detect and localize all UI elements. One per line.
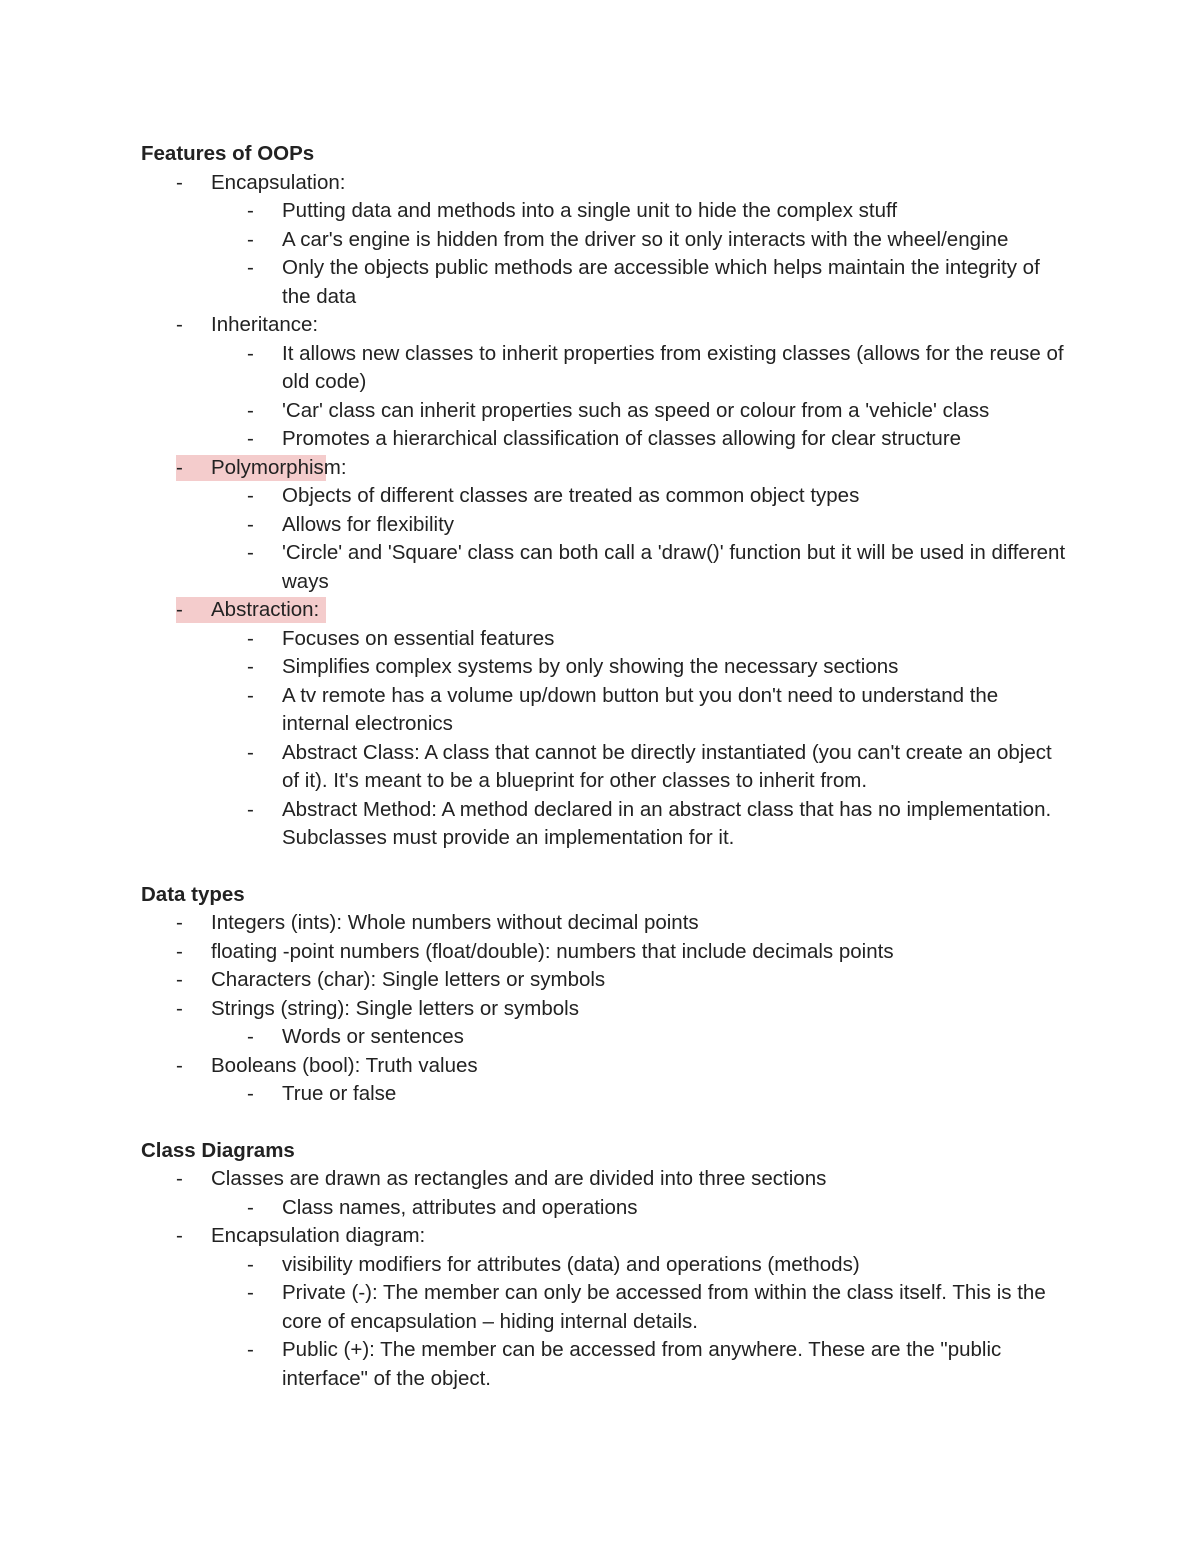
sub-list-item-text: Only the objects public methods are accessible which helps maintain the integrity of the data — [282, 256, 1040, 308]
sub-list-item — [247, 1336, 1071, 1393]
section-features-of-oops — [141, 140, 1071, 853]
sub-list-item-text: 'Circle' and 'Square' class can both call a 'draw()' function but it will be used in different ways — [282, 541, 1066, 593]
sub-list-item — [247, 1194, 1071, 1223]
bullet-dash: - — [176, 1167, 183, 1190]
bullet-dash: - — [247, 655, 254, 678]
bullet-dash: - — [247, 398, 254, 422]
list-item-text: Classes are drawn as rectangles and are divided into three sections — [211, 1167, 827, 1190]
list-item — [176, 1052, 1071, 1081]
sub-list-item-text: True or false — [282, 1082, 397, 1105]
bullet-dash: - — [247, 740, 254, 764]
sub-list-item — [247, 739, 1071, 796]
bullet-dash: - — [176, 170, 183, 194]
bullet-dash: - — [247, 1252, 254, 1276]
list-item — [176, 169, 1071, 198]
bullet-dash: - — [176, 455, 183, 479]
list-item — [176, 1165, 1071, 1194]
list-item-highlighted — [176, 596, 1071, 625]
section-heading: Features of OOPs — [141, 142, 315, 165]
sub-list-item — [247, 796, 1071, 853]
sub-list-item — [247, 397, 1071, 426]
bullet-dash: - — [247, 341, 254, 365]
sub-list-item-text: A tv remote has a volume up/down button but you don't need to understand the internal electronics — [282, 683, 999, 735]
sub-list-item-text: Simplifies complex systems by only showing the necessary sections — [282, 655, 899, 678]
sub-list-item — [247, 226, 1071, 255]
bullet-dash: - — [176, 939, 183, 963]
list-item-text: Polymorphism: — [211, 455, 347, 479]
sub-list-item-text: It allows new classes to inherit properties from existing classes (allows for the reuse of old code) — [282, 341, 1064, 393]
bullet-dash: - — [176, 1053, 183, 1077]
sub-list-item — [247, 625, 1071, 654]
sub-list-item — [247, 682, 1071, 739]
sub-list-item-text: Words or sentences — [282, 1025, 464, 1048]
sub-list-item — [247, 511, 1071, 540]
sub-list-item — [247, 197, 1071, 226]
section-data-types — [141, 881, 1071, 1109]
list-item-text: Strings (string): Single letters or symbols — [211, 996, 579, 1020]
list-item — [176, 995, 1071, 1024]
bullet-dash: - — [247, 227, 254, 251]
sub-list-item — [247, 539, 1071, 596]
bullet-dash: - — [176, 968, 183, 991]
list-item-text: Encapsulation: — [211, 170, 346, 194]
list-item-text: Booleans (bool): Truth values — [211, 1053, 478, 1077]
list-item-highlighted — [176, 454, 1071, 483]
section-heading: Class Diagrams — [141, 1138, 295, 1162]
sub-list-item-text: Allows for flexibility — [282, 512, 455, 536]
bullet-dash: - — [247, 541, 254, 564]
bullet-dash: - — [247, 1195, 254, 1219]
bullet-dash: - — [247, 199, 254, 222]
section-heading: Data types — [141, 882, 245, 906]
document-content — [141, 140, 1071, 1421]
sub-list-item — [247, 425, 1071, 454]
sub-list-item-text: Abstract Method: A method declared in an abstract class that has no implementation. Subclasses must provide an implementation for it. — [282, 797, 1052, 849]
sub-list-item-text: Focuses on essential features — [282, 626, 555, 650]
sub-list-item — [247, 1080, 1071, 1109]
sub-list-item — [247, 340, 1071, 397]
sub-list-item-text: Public (+): The member can be accessed from anywhere. These are the "public interface" of the object. — [282, 1338, 1002, 1390]
bullet-dash: - — [247, 1025, 254, 1048]
sub-list-item-text: Objects of different classes are treated as common object types — [282, 484, 860, 507]
bullet-dash: - — [176, 1224, 183, 1247]
bullet-dash: - — [247, 427, 254, 450]
list-item — [176, 938, 1071, 967]
bullet-dash: - — [176, 911, 183, 934]
bullet-dash: - — [247, 797, 254, 821]
bullet-dash: - — [247, 1338, 254, 1361]
sub-list-item-text: Putting data and methods into a single unit to hide the complex stuff — [282, 199, 898, 222]
list-item-text: Abstraction: — [211, 598, 320, 621]
bullet-dash: - — [176, 313, 183, 336]
bullet-dash: - — [247, 626, 254, 650]
sub-list-item — [247, 1251, 1071, 1280]
bullet-dash: - — [176, 598, 183, 621]
sub-list-item-text: Abstract Class: A class that cannot be directly instantiated (you can't create an object of it). It's meant to be a blueprint for other classes to inherit from. — [282, 740, 1052, 792]
list-item — [176, 1222, 1071, 1251]
sub-list-item — [247, 254, 1071, 311]
sub-list-item — [247, 1023, 1071, 1052]
sub-list-item-text: Class names, attributes and operations — [282, 1195, 638, 1219]
bullet-dash: - — [247, 484, 254, 507]
sub-list-item-text: Promotes a hierarchical classification of classes allowing for clear structure — [282, 427, 962, 450]
sub-list-item-text: A car's engine is hidden from the driver so it only interacts with the wheel/engine — [282, 227, 1009, 251]
bullet-dash: - — [247, 512, 254, 536]
sub-list-item — [247, 653, 1071, 682]
sub-list-item-text: visibility modifiers for attributes (data) and operations (methods) — [282, 1252, 860, 1276]
list-item-text: Encapsulation diagram: — [211, 1224, 426, 1247]
bullet-dash: - — [247, 683, 254, 707]
list-item-text: floating -point numbers (float/double): numbers that include decimals points — [211, 939, 894, 963]
list-item — [176, 311, 1071, 340]
list-item — [176, 966, 1071, 995]
section-class-diagrams — [141, 1137, 1071, 1394]
list-item-text: Integers (ints): Whole numbers without decimal points — [211, 911, 699, 934]
bullet-dash: - — [247, 256, 254, 279]
sub-list-item — [247, 1279, 1071, 1336]
sub-list-item-text: 'Car' class can inherit properties such as speed or colour from a 'vehicle' class — [282, 398, 990, 422]
list-item — [176, 909, 1071, 938]
bullet-dash: - — [247, 1281, 254, 1304]
bullet-dash: - — [176, 996, 183, 1020]
sub-list-item — [247, 482, 1071, 511]
bullet-dash: - — [247, 1082, 254, 1105]
list-item-text: Inheritance: — [211, 313, 319, 336]
sub-list-item-text: Private (-): The member can only be accessed from within the class itself. This is the core of encapsulation – hiding internal details. — [282, 1281, 1046, 1333]
list-item-text: Characters (char): Single letters or symbols — [211, 968, 606, 991]
